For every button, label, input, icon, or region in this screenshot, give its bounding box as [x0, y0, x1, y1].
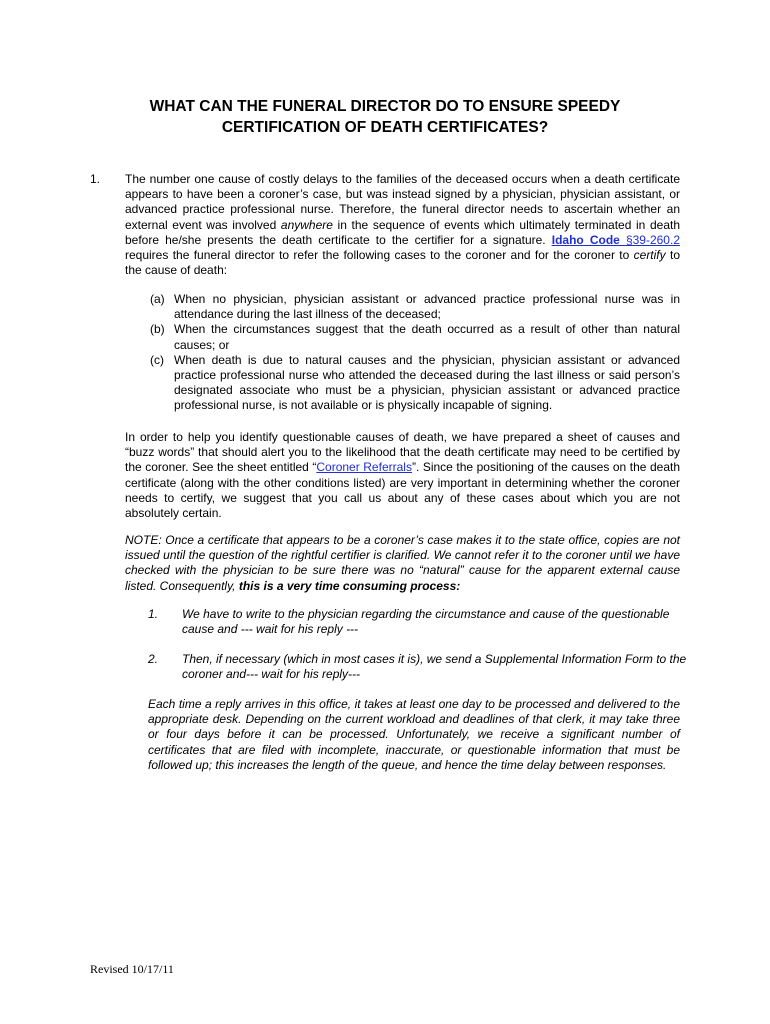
note-paragraph	[125, 533, 680, 594]
list-item	[150, 292, 680, 322]
step-text: Then, if necessary (which in most cases it is), we send a Supplemental Information Form to the coroner and--- wait for his reply---	[182, 652, 687, 682]
revised-date: Revised 10/17/11	[90, 962, 174, 976]
coroner-referrals-link[interactable]: Coroner Referrals	[316, 460, 412, 475]
step-text: We have to write to the physician regarding the circumstance and cause of the questionable cause and --- wait for his reply ---	[182, 607, 670, 637]
item-number: 1.	[90, 172, 101, 186]
emphasis-certify: certify	[633, 248, 666, 263]
referral-case-list	[150, 292, 680, 414]
page-title	[90, 96, 680, 138]
idaho-code-link-bold: Idaho Code	[551, 232, 620, 247]
idaho-code-link[interactable]	[552, 233, 680, 247]
idaho-code-link-section: §39-260.2	[619, 232, 680, 247]
note-text: NOTE: Once a certificate that appears to be a coroner’s case makes it to the state office, copies are not issued until the question of the rightful certifier is clarified. We cannot refer it to the coroner until we have checked with the physician to be sure there was no “natural” cause for the apparent external cause listed. Consequently,	[125, 533, 680, 593]
step-number: 1.	[148, 607, 159, 621]
list-item	[150, 353, 680, 414]
emphasis-anywhere: anywhere	[280, 217, 333, 232]
paragraph-buzz-words-text-a: In order to help you identify questionable causes of death, we have prepared a sheet of causes and “buzz words” that should alert you to the likelihood that the death certificate may need to be certified by the coroner. See the sheet entitled “	[125, 430, 680, 475]
list-item-text: When death is due to natural causes and the physician, physician assistant or advanced practice professional nurse who attended the deceased during the last illness or said person’s designated associate who must be a physician, physician assistant or advanced practice professional nurse, is not available or is physically incapable of signing.	[174, 352, 680, 413]
list-item-text: When no physician, physician assistant or advanced practice professional nurse was in attendance during the last illness of the deceased;	[174, 292, 680, 322]
list-item-mark: (b)	[150, 322, 165, 337]
paragraph-buzz-words	[125, 430, 680, 521]
title-line-1: WHAT CAN THE FUNERAL DIRECTOR DO TO ENSURE SPEEDY	[149, 98, 621, 115]
note-bold-text	[239, 579, 460, 593]
paragraph-delays	[125, 172, 680, 278]
list-item	[150, 322, 680, 352]
note-bold-italic: this is a very time consuming process:	[238, 578, 461, 593]
paragraph-delays-text-c: requires the funeral director to refer the following cases to the coroner and for the coroner to	[125, 248, 634, 263]
list-item-mark: (c)	[150, 352, 164, 367]
paragraph-delays-text-a: The number one cause of costly delays to the families of the deceased occurs when a death certificate appears to have been a coroner’s case, but was instead signed by a physician, physician assistant, or advanced practice professional nurse. Therefore, the funeral director needs to ascertain whether an external event was involved	[125, 172, 680, 232]
step-number: 2.	[148, 652, 159, 666]
paragraph-delays-text-b: in the sequence of events which ultimately terminated in death before he/she presents the death certificate to the certifier for a signature.	[125, 217, 681, 247]
paragraph-buzz-words-text-b: ”. Since the positioning of the causes on the death certificate (along with the other conditions listed) are very important in determining whether the coroner needs to certify, we suggest that you call us about any of these cases about which you are not absolutely certain.	[125, 460, 680, 521]
paragraph-processing-time: Each time a reply arrives in this office, it takes at least one day to be processed and delivered to the appropriate desk. Depending on the current workload and deadlines of that clerk, it may take three or four days before it can be processed. Unfortunately, we receive a significant number of certificates that are filed with incomplete, inaccurate, or questionable information that must be followed up; this increases the length of the queue, and hence the time delay between responses.	[148, 697, 680, 772]
list-item-text: When the circumstances suggest that the death occurred as a result of other than natural causes; or	[174, 322, 680, 352]
list-item-mark: (a)	[150, 292, 165, 306]
paragraph-delays-text-d: to the cause of death:	[125, 248, 680, 278]
title-line-2: CERTIFICATION OF DEATH CERTIFICATES?	[221, 119, 549, 136]
